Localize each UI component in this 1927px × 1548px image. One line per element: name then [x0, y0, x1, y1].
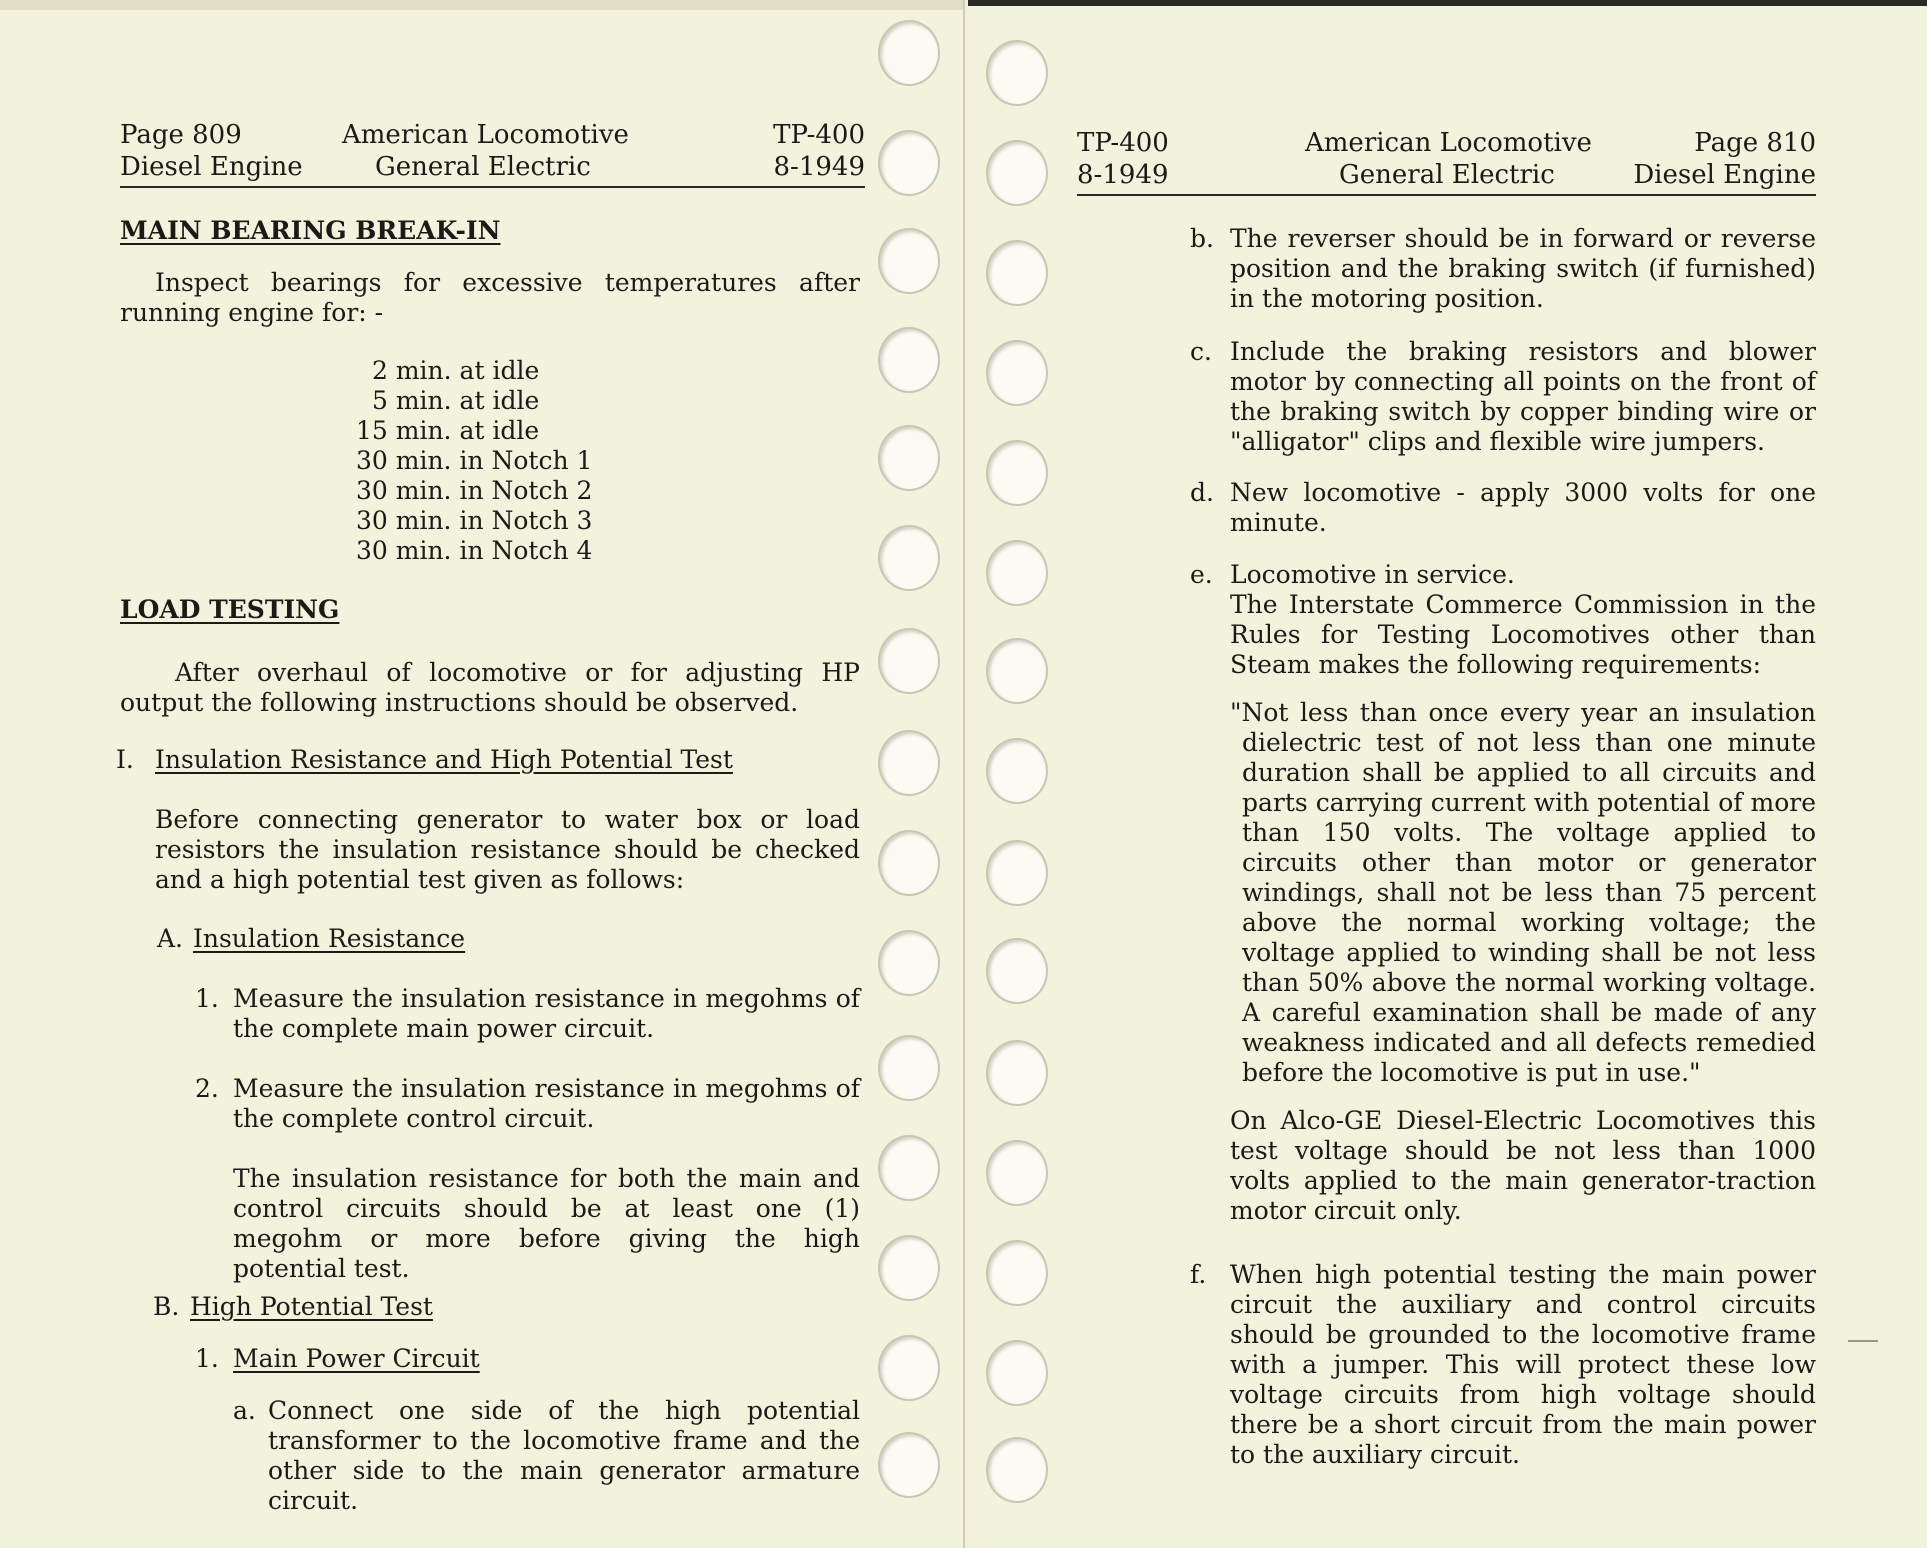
binder-hole: [986, 938, 1048, 1004]
binder-hole: [986, 840, 1048, 906]
margin-mark: [1848, 1340, 1878, 1342]
right-page: [968, 0, 1927, 1548]
alco-note: On Alco-GE Diesel-Electric Locomotives this test voltage should be not less than 1000 volts applied to the main generator-traction motor circuit only.: [1230, 1106, 1816, 1225]
section-I-title: Insulation Resistance and High Potential Test: [155, 745, 733, 774]
binder-hole: [878, 930, 940, 996]
binder-hole: [878, 130, 940, 196]
left-page-header: [120, 120, 865, 188]
item-c-text: Include the braking resistors and blower motor by connecting all points on the front of the braking switch by copper binding wire or "alligator" clips and flexible wire jumpers.: [1230, 337, 1816, 456]
binder-hole: [986, 1140, 1048, 1206]
page-edge: [968, 0, 1927, 6]
binder-hole: [878, 425, 940, 491]
icc-quote: "Not less than once every year an insulation dielectric test of not less than one minute duration shall be applied to all circuits and parts carrying current with potential of more than 150 volts. The voltage applied to circuits other than motor or generator windings, shall not be less than 75 percent above the normal working voltage; the voltage applied to winding shall be not less than 50% above the normal working voltage. A careful examination shall be made of any weakness indicated and all defects remedied before the locomotive is put in use.": [1230, 698, 1816, 1087]
binder-hole: [878, 1335, 940, 1401]
doc-code: TP-400: [773, 120, 865, 150]
engine-label: Diesel Engine: [1633, 160, 1816, 190]
item-d-marker: d.: [1190, 478, 1214, 507]
doc-date: 8-1949: [773, 152, 865, 182]
doc-code: TP-400: [1077, 128, 1169, 158]
item-d-text: New locomotive - apply 3000 volts for one minute.: [1230, 478, 1816, 537]
item-e-marker: e.: [1190, 560, 1213, 589]
item-c-marker: c.: [1190, 337, 1212, 366]
binder-hole: [986, 638, 1048, 704]
break-in-step: 30 min. in Notch 4: [356, 536, 593, 565]
binder-hole: [986, 540, 1048, 606]
item-A1-text: Measure the insulation resistance in megohms of the complete main power circuit.: [233, 984, 860, 1043]
binder-hole: [986, 1240, 1048, 1306]
section-I-body: Before connecting generator to water box or load resistors the insulation resistance should be checked and a high potential test given as follows:: [155, 805, 860, 894]
section-B-title: High Potential Test: [190, 1292, 433, 1321]
item-Ba-text: Connect one side of the high potential transformer to the locomotive frame and the other side to the main generator armature circuit.: [268, 1396, 860, 1515]
item-B1-title: Main Power Circuit: [233, 1344, 480, 1373]
binder-hole: [878, 628, 940, 694]
binder-hole: [986, 1340, 1048, 1406]
section-A-title: Insulation Resistance: [193, 924, 466, 953]
binder-hole: [878, 228, 940, 294]
binder-hole: [878, 1035, 940, 1101]
item-f-text: When high potential testing the main power circuit the auxiliary and control circuits should be grounded to the locomotive frame with a jumper. This will protect these low voltage circuits from high voltage should there be a short circuit from the main power to the auxiliary circuit.: [1230, 1260, 1816, 1469]
item-e-body: The Interstate Commerce Commission in the Rules for Testing Locomotives other than Steam makes the following requirements:: [1230, 590, 1816, 679]
binder-hole: [878, 20, 940, 86]
binder-hole: [878, 1135, 940, 1201]
break-in-step: 30 min. in Notch 1: [356, 446, 593, 475]
page-edge: [0, 0, 963, 10]
item-b-text: The reverser should be in forward or reverse position and the braking switch (if furnished) in the motoring position.: [1230, 224, 1816, 313]
binder-hole: [986, 1040, 1048, 1106]
item-A1-marker: 1.: [195, 984, 219, 1013]
item-f-marker: f.: [1190, 1260, 1207, 1289]
break-in-step: 30 min. in Notch 2: [356, 476, 593, 505]
binder-hole: [878, 1432, 940, 1498]
item-B1-marker: 1.: [195, 1344, 219, 1373]
binder-hole: [878, 1235, 940, 1301]
binder-holes-right: [986, 0, 1076, 1548]
binder-hole: [986, 340, 1048, 406]
engine-label: Diesel Engine: [120, 152, 303, 182]
item-b-marker: b.: [1190, 224, 1214, 253]
item-A2-text: Measure the insulation resistance in megohms of the complete control circuit.: [233, 1074, 860, 1133]
page-number: Page 809: [120, 120, 242, 150]
break-in-step: 5 min. at idle: [372, 386, 540, 415]
binder-hole: [986, 738, 1048, 804]
item-e-title: Locomotive in service.: [1230, 560, 1515, 589]
page-number: Page 810: [1694, 128, 1816, 158]
item-Ba-marker: a.: [233, 1396, 256, 1425]
main-bearing-heading: MAIN BEARING BREAK-IN: [120, 216, 501, 245]
binder-hole: [986, 40, 1048, 106]
binder-hole: [986, 240, 1048, 306]
company-line2: General Electric: [1339, 160, 1555, 190]
load-testing-intro: After overhaul of locomotive or for adjusting HP output the following instructions should be observed.: [120, 658, 860, 717]
binder-holes-left: [878, 0, 968, 1548]
binder-hole: [878, 730, 940, 796]
main-bearing-intro: Inspect bearings for excessive temperatures after running engine for: -: [120, 268, 860, 327]
binder-hole: [878, 830, 940, 896]
binder-hole: [986, 140, 1048, 206]
binder-hole: [878, 525, 940, 591]
binder-hole: [986, 1437, 1048, 1503]
company-line2: General Electric: [375, 152, 591, 182]
section-A-marker: A.: [157, 924, 184, 953]
binder-hole: [878, 327, 940, 393]
break-in-step: 30 min. in Notch 3: [356, 506, 593, 535]
load-testing-heading: LOAD TESTING: [120, 595, 340, 624]
binder-hole: [986, 440, 1048, 506]
doc-date: 8-1949: [1077, 160, 1169, 190]
right-page-header: [1077, 128, 1816, 196]
break-in-step: 2 min. at idle: [372, 356, 540, 385]
section-I-marker: I.: [116, 745, 134, 774]
company-line1: American Locomotive: [1305, 128, 1592, 158]
break-in-step: 15 min. at idle: [356, 416, 540, 445]
section-B-marker: B.: [153, 1292, 180, 1321]
section-A-note: The insulation resistance for both the main and control circuits should be at least one (1) megohm or more before giving the high potential test.: [233, 1164, 860, 1283]
item-A2-marker: 2.: [195, 1074, 219, 1103]
company-line1: American Locomotive: [342, 120, 629, 150]
